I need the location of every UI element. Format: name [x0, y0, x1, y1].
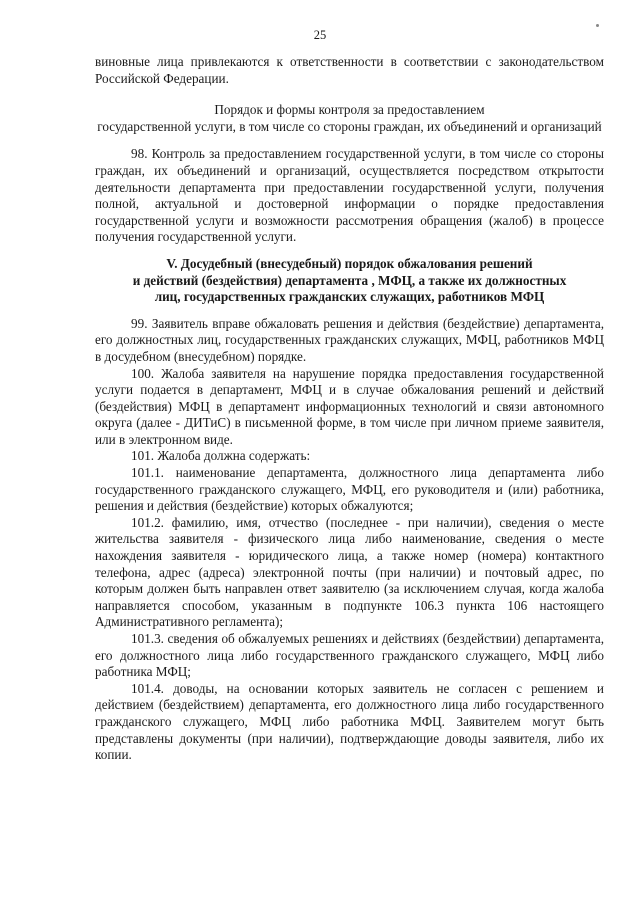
paragraph-99: 99. Заявитель вправе обжаловать решения и действия (бездействие) департамента, его должностных лиц, государственных гражданских служащих, МФЦ, работников МФЦ в досудебном (внесудебном) порядке.	[95, 315, 604, 364]
paragraph-100: 100. Жалоба заявителя на нарушение порядка предоставления государственной услуги подается в департамент, МФЦ и в случае обжалования решений и действий (бездействия) МФЦ в департамент информационных технологий и связи автономного округа (далее - ДИТиС) в письменной форме, в том числе при личном приеме заявителя, или в электронном виде.	[95, 365, 604, 447]
subsection-heading-line-2: государственной услуги, в том числе со стороны граждан, их объединений и организаций	[97, 118, 602, 134]
document-body	[95, 54, 604, 764]
paragraph-101: 101. Жалоба должна содержать:	[131, 448, 311, 464]
paragraph-101-3: 101.3. сведения об обжалуемых решениях и действиях (бездействии) департамента, его должностного лица либо государственного гражданского служащего, МФЦ либо работника МФЦ;	[95, 631, 604, 680]
paragraph-98: 98. Контроль за предоставлением государственной услуги, в том числе со стороны граждан, их объединений и организаций, осуществляется посредством открытости деятельности департамента при предоставлении государственной услуги, получения полной, актуальной и достоверной информации о порядке предоставления государственной услуги и возможности рассмотрения обращения (жалоб) в процессе получения государственной услуги.	[95, 146, 604, 245]
paragraph-101-4: 101.4. доводы, на основании которых заявитель не согласен с решением и действием (бездействием) департамента, его должностного лица либо государственного гражданского служащего, МФЦ либо работника МФЦ. Заявителем могут быть представлены документы (при наличии), подтверждающие доводы заявителя, либо их копии.	[95, 680, 604, 763]
section-heading-line-3: лиц, государственных гражданских служащих, работников МФЦ	[154, 289, 545, 305]
page-number: 25	[313, 28, 327, 42]
paragraph-101-2: 101.2. фамилию, имя, отчество (последнее - при наличии), сведения о месте жительства заявителя - физического лица либо наименование, сведения о месте нахождения заявителя - юридического лица, а также номер (номера) контактного телефона, адрес (адреса) электронной почты (при наличии) и почтовый адрес, по которым должен быть направлен ответ заявителю (за исключением случая, когда жалоба направляется способом, указанным в подпункте 106.3 пункта 106 настоящего Административного регламента);	[95, 514, 604, 630]
section-v-heading	[95, 256, 604, 306]
paragraph-continuation: виновные лица привлекаются к ответственности в соответствии с законодательством Российской Федерации.	[95, 54, 604, 86]
subsection-heading	[95, 102, 604, 135]
section-heading-line-1: V. Досудебный (внесудебный) порядок обжалования решений	[166, 255, 533, 271]
scan-speck	[596, 24, 599, 27]
section-heading-line-2: и действий (бездействия) департамента , МФЦ, а также их должностных	[132, 272, 567, 288]
paragraph-101-1: 101.1. наименование департамента, должностного лица департамента либо государственного гражданского служащего, МФЦ, его руководителя и (или) работника, решения и действия (бездействие) которых обжалуются;	[95, 465, 604, 514]
subsection-heading-line-1: Порядок и формы контроля за предоставлением	[214, 102, 485, 118]
